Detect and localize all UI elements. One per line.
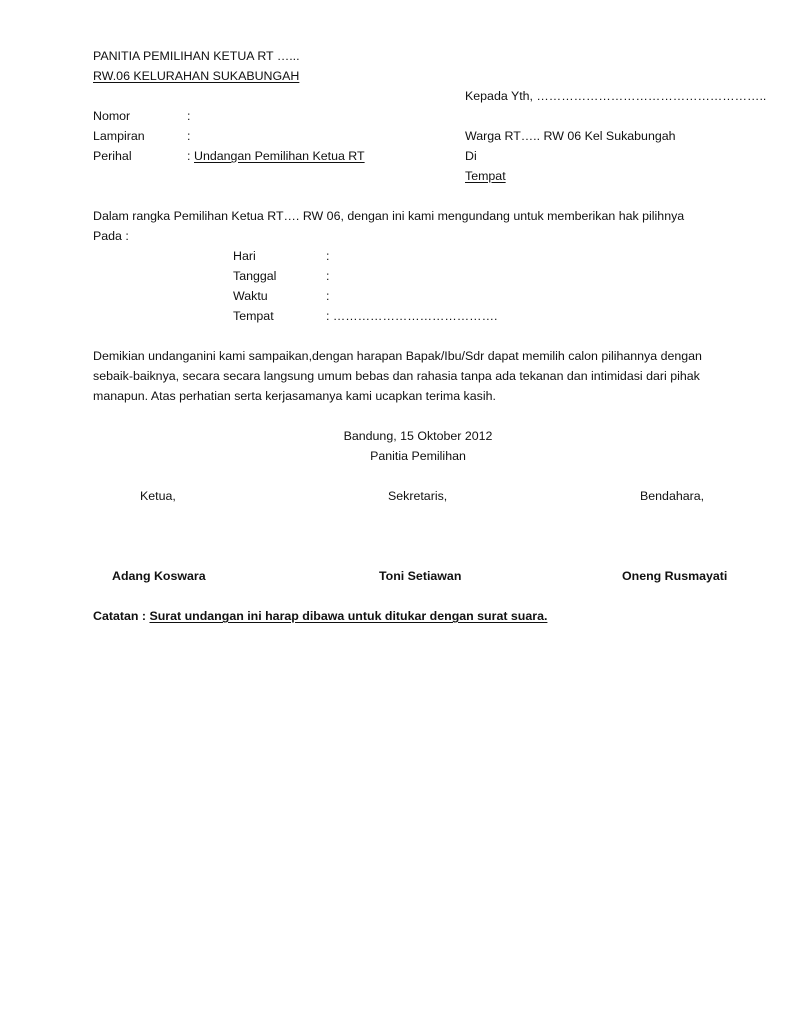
detail-hari-value: :: [326, 249, 330, 263]
detail-tempat-value: : ………………………………….: [326, 309, 498, 323]
detail-tanggal-label: Tanggal: [233, 269, 277, 283]
sekretaris-title: Sekretaris,: [388, 489, 448, 503]
ketua-title: Ketua,: [140, 489, 176, 503]
note-line: [93, 610, 547, 622]
header-line-2: RW.06 KELURAHAN SUKABUNGAH: [93, 69, 300, 83]
detail-tempat-label: Tempat: [233, 309, 274, 323]
detail-waktu-value: :: [326, 289, 330, 303]
ketua-name: Adang Koswara: [112, 569, 206, 583]
detail-waktu-label: Waktu: [233, 289, 268, 303]
nomor-colon: :: [187, 109, 191, 123]
bendahara-title: Bendahara,: [640, 489, 705, 503]
committee-name: Panitia Pemilihan: [370, 449, 466, 463]
intro-line-2: Pada :: [93, 229, 129, 243]
closing-line-3: manapun. Atas perhatian serta kerjasamanya kami ucapkan terima kasih.: [93, 389, 496, 403]
perihal-colon: :: [187, 149, 191, 163]
header-line-1: PANITIA PEMILIHAN KETUA RT …...: [93, 49, 300, 63]
closing-line-1: Demikian undanganini kami sampaikan,dengan harapan Bapak/Ibu/Sdr dapat memilih calon pilihannya dengan: [93, 349, 702, 363]
nomor-label: Nomor: [93, 109, 131, 123]
lampiran-label: Lampiran: [93, 129, 145, 143]
note-label: Catatan :: [93, 609, 147, 623]
closing-line-2: sebaik-baiknya, secara secara langsung umum bebas dan rahasia tanpa ada tekanan dan intimidasi dari pihak: [93, 369, 700, 383]
recipient-kepada: Kepada Yth, ………………………………………………..: [465, 89, 767, 103]
perihal-label: Perihal: [93, 149, 132, 163]
recipient-tempat: Tempat: [465, 169, 506, 183]
perihal-value: Undangan Pemilihan Ketua RT: [194, 149, 365, 163]
recipient-warga: Warga RT….. RW 06 Kel Sukabungah: [465, 129, 676, 143]
intro-line-1: Dalam rangka Pemilihan Ketua RT…. RW 06, dengan ini kami mengundang untuk memberikan hak pilihnya: [93, 209, 685, 223]
detail-tanggal-value: :: [326, 269, 330, 283]
lampiran-colon: :: [187, 129, 191, 143]
sekretaris-name: Toni Setiawan: [379, 569, 462, 583]
place-date: Bandung, 15 Oktober 2012: [343, 429, 493, 443]
bendahara-name: Oneng Rusmayati: [622, 569, 728, 583]
recipient-di: Di: [465, 149, 477, 163]
detail-hari-label: Hari: [233, 249, 256, 263]
note-text: Surat undangan ini harap dibawa untuk ditukar dengan surat suara.: [149, 609, 548, 623]
